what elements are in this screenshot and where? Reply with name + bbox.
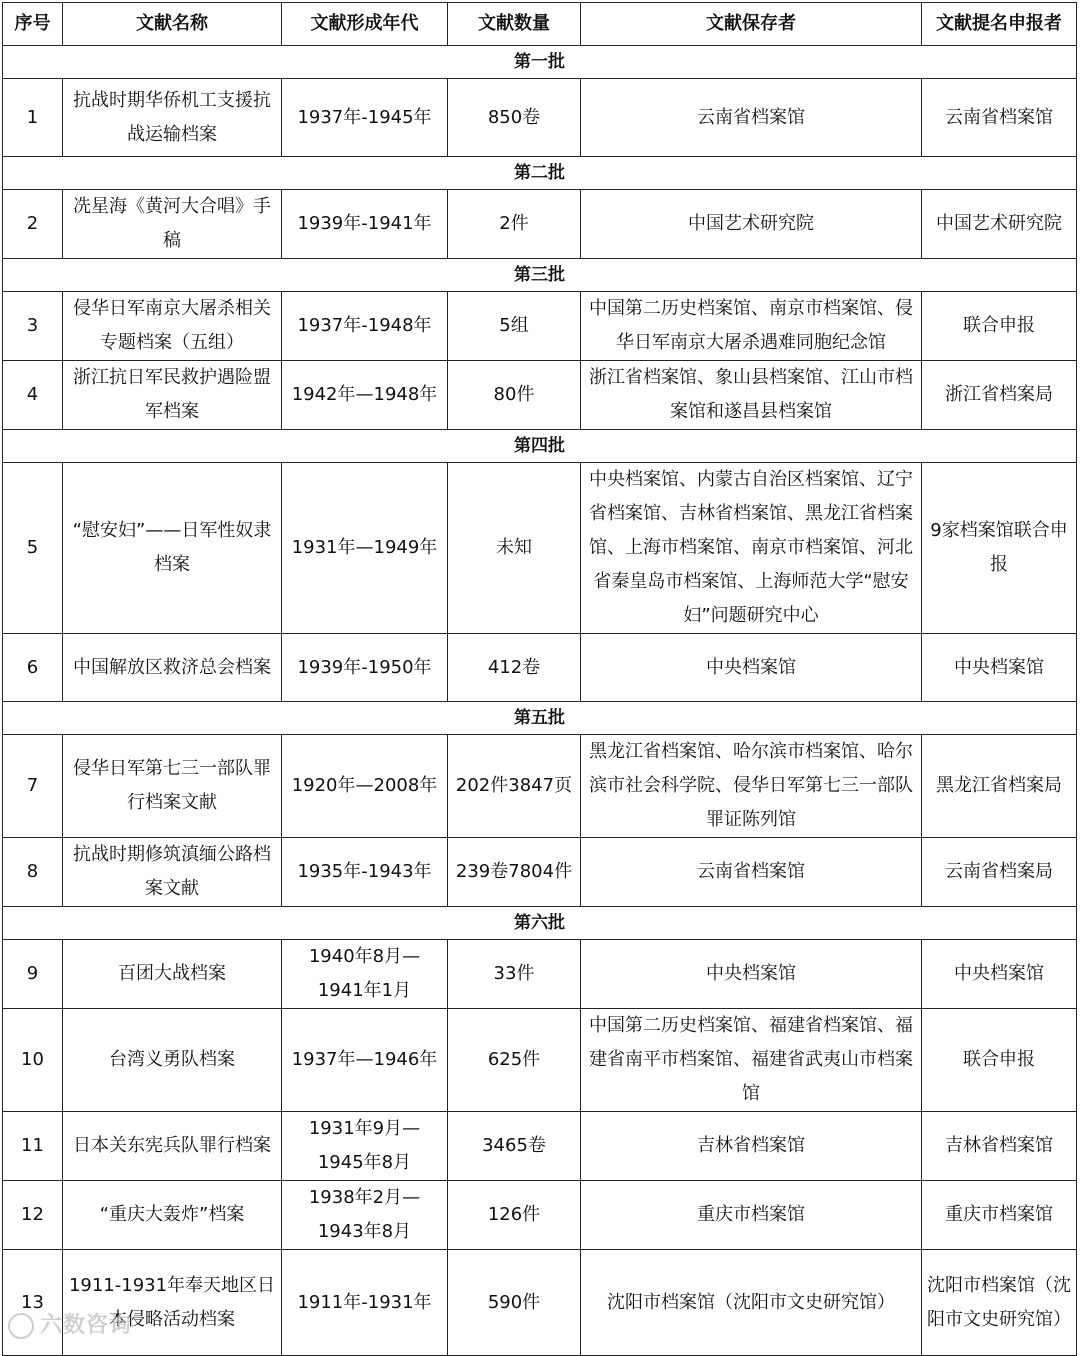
col-header-keeper: 文献保存者 xyxy=(581,3,922,46)
cell-keeper: 中央档案馆 xyxy=(581,940,922,1009)
table-row xyxy=(3,838,1077,907)
cell-no: 11 xyxy=(3,1112,63,1181)
cell-period: 1937年-1948年 xyxy=(282,292,448,361)
batch-row xyxy=(3,46,1077,79)
cell-qty: 590件 xyxy=(448,1250,581,1356)
cell-nominator: 沈阳市档案馆（沈阳市文史研究馆） xyxy=(922,1250,1077,1356)
cell-name: 冼星海《黄河大合唱》手稿 xyxy=(63,190,282,259)
cell-keeper: 沈阳市档案馆（沈阳市文史研究馆） xyxy=(581,1250,922,1356)
cell-no: 3 xyxy=(3,292,63,361)
cell-keeper: 云南省档案馆 xyxy=(581,79,922,157)
cell-nominator: 吉林省档案馆 xyxy=(922,1112,1077,1181)
archives-table xyxy=(2,2,1077,1356)
cell-name: 侵华日军第七三一部队罪行档案文献 xyxy=(63,735,282,838)
cell-name: 台湾义勇队档案 xyxy=(63,1009,282,1112)
cell-name: “重庆大轰炸”档案 xyxy=(63,1181,282,1250)
batch-label: 第二批 xyxy=(3,157,1077,190)
cell-qty: 5组 xyxy=(448,292,581,361)
cell-name: 百团大战档案 xyxy=(63,940,282,1009)
table-row xyxy=(3,292,1077,361)
cell-period: 1942年—1948年 xyxy=(282,361,448,430)
cell-name: 中国解放区救济总会档案 xyxy=(63,634,282,702)
table-row xyxy=(3,463,1077,634)
table-row xyxy=(3,1250,1077,1356)
batch-label: 第六批 xyxy=(3,907,1077,940)
cell-keeper: 浙江省档案馆、象山县档案馆、江山市档案馆和遂昌县档案馆 xyxy=(581,361,922,430)
cell-period: 1938年2月—1943年8月 xyxy=(282,1181,448,1250)
cell-nominator: 中国艺术研究院 xyxy=(922,190,1077,259)
cell-no: 1 xyxy=(3,79,63,157)
batch-label: 第一批 xyxy=(3,46,1077,79)
cell-qty: 33件 xyxy=(448,940,581,1009)
cell-qty: 126件 xyxy=(448,1181,581,1250)
batch-label: 第四批 xyxy=(3,430,1077,463)
cell-keeper: 吉林省档案馆 xyxy=(581,1112,922,1181)
cell-name: 1911-1931年奉天地区日本侵略活动档案 xyxy=(63,1250,282,1356)
batch-row xyxy=(3,259,1077,292)
cell-keeper: 中国第二历史档案馆、南京市档案馆、侵华日军南京大屠杀遇难同胞纪念馆 xyxy=(581,292,922,361)
cell-keeper: 重庆市档案馆 xyxy=(581,1181,922,1250)
cell-nominator: 中央档案馆 xyxy=(922,634,1077,702)
cell-nominator: 联合申报 xyxy=(922,1009,1077,1112)
cell-no: 2 xyxy=(3,190,63,259)
cell-period: 1920年—2008年 xyxy=(282,735,448,838)
cell-nominator: 重庆市档案馆 xyxy=(922,1181,1077,1250)
col-header-no: 序号 xyxy=(3,3,63,46)
cell-qty: 3465卷 xyxy=(448,1112,581,1181)
cell-name: 抗战时期修筑滇缅公路档案文献 xyxy=(63,838,282,907)
cell-name: 日本关东宪兵队罪行档案 xyxy=(63,1112,282,1181)
cell-nominator: 中央档案馆 xyxy=(922,940,1077,1009)
cell-no: 13 xyxy=(3,1250,63,1356)
cell-qty: 80件 xyxy=(448,361,581,430)
table-row xyxy=(3,940,1077,1009)
cell-nominator: 黑龙江省档案局 xyxy=(922,735,1077,838)
table-row xyxy=(3,361,1077,430)
cell-no: 12 xyxy=(3,1181,63,1250)
batch-row xyxy=(3,702,1077,735)
cell-no: 7 xyxy=(3,735,63,838)
cell-name: 侵华日军南京大屠杀相关专题档案（五组） xyxy=(63,292,282,361)
cell-period: 1940年8月—1941年1月 xyxy=(282,940,448,1009)
batch-row xyxy=(3,157,1077,190)
table-row xyxy=(3,735,1077,838)
batch-label: 第五批 xyxy=(3,702,1077,735)
col-header-name: 文献名称 xyxy=(63,3,282,46)
cell-no: 5 xyxy=(3,463,63,634)
cell-period: 1937年-1945年 xyxy=(282,79,448,157)
table-row xyxy=(3,1181,1077,1250)
watermark xyxy=(8,1308,132,1339)
cell-qty: 239卷7804件 xyxy=(448,838,581,907)
cell-qty: 625件 xyxy=(448,1009,581,1112)
cell-name: 抗战时期华侨机工支援抗战运输档案 xyxy=(63,79,282,157)
cell-period: 1911年-1931年 xyxy=(282,1250,448,1356)
col-header-nominator: 文献提名申报者 xyxy=(922,3,1077,46)
cell-qty: 2件 xyxy=(448,190,581,259)
table-row xyxy=(3,634,1077,702)
cell-period: 1939年-1950年 xyxy=(282,634,448,702)
cell-nominator: 云南省档案局 xyxy=(922,838,1077,907)
cell-name: “慰安妇”——日军性奴隶档案 xyxy=(63,463,282,634)
cell-keeper: 中国艺术研究院 xyxy=(581,190,922,259)
cell-keeper: 云南省档案馆 xyxy=(581,838,922,907)
cell-period: 1931年9月—1945年8月 xyxy=(282,1112,448,1181)
cell-period: 1931年—1949年 xyxy=(282,463,448,634)
header-row xyxy=(3,3,1077,46)
batch-row xyxy=(3,430,1077,463)
cell-keeper: 中央档案馆、内蒙古自治区档案馆、辽宁省档案馆、吉林省档案馆、黑龙江省档案馆、上海市档案馆、南京市档案馆、河北省秦皇岛市档案馆、上海师范大学“慰安妇”问题研究中心 xyxy=(581,463,922,634)
cell-nominator: 云南省档案馆 xyxy=(922,79,1077,157)
cell-keeper: 中央档案馆 xyxy=(581,634,922,702)
cell-no: 6 xyxy=(3,634,63,702)
cell-nominator: 9家档案馆联合申报 xyxy=(922,463,1077,634)
cell-no: 8 xyxy=(3,838,63,907)
batch-row xyxy=(3,907,1077,940)
col-header-qty: 文献数量 xyxy=(448,3,581,46)
table-row xyxy=(3,190,1077,259)
cell-nominator: 联合申报 xyxy=(922,292,1077,361)
cell-period: 1935年-1943年 xyxy=(282,838,448,907)
col-header-period: 文献形成年代 xyxy=(282,3,448,46)
cell-nominator: 浙江省档案局 xyxy=(922,361,1077,430)
table-row xyxy=(3,1112,1077,1181)
cell-qty: 412卷 xyxy=(448,634,581,702)
cell-name: 浙江抗日军民救护遇险盟军档案 xyxy=(63,361,282,430)
table-row xyxy=(3,79,1077,157)
cell-period: 1939年-1941年 xyxy=(282,190,448,259)
batch-label: 第三批 xyxy=(3,259,1077,292)
cell-period: 1937年—1946年 xyxy=(282,1009,448,1112)
cell-qty: 202件3847页 xyxy=(448,735,581,838)
cell-no: 9 xyxy=(3,940,63,1009)
cell-qty: 未知 xyxy=(448,463,581,634)
cell-qty: 850卷 xyxy=(448,79,581,157)
cell-no: 4 xyxy=(3,361,63,430)
cell-no: 10 xyxy=(3,1009,63,1112)
watermark-text: 六数咨询 xyxy=(40,1313,133,1338)
cell-keeper: 黑龙江省档案馆、哈尔滨市档案馆、哈尔滨市社会科学院、侵华日军第七三一部队罪证陈列馆 xyxy=(581,735,922,838)
table-row xyxy=(3,1009,1077,1112)
watermark-logo-icon xyxy=(8,1313,34,1339)
cell-keeper: 中国第二历史档案馆、福建省档案馆、福建省南平市档案馆、福建省武夷山市档案馆 xyxy=(581,1009,922,1112)
